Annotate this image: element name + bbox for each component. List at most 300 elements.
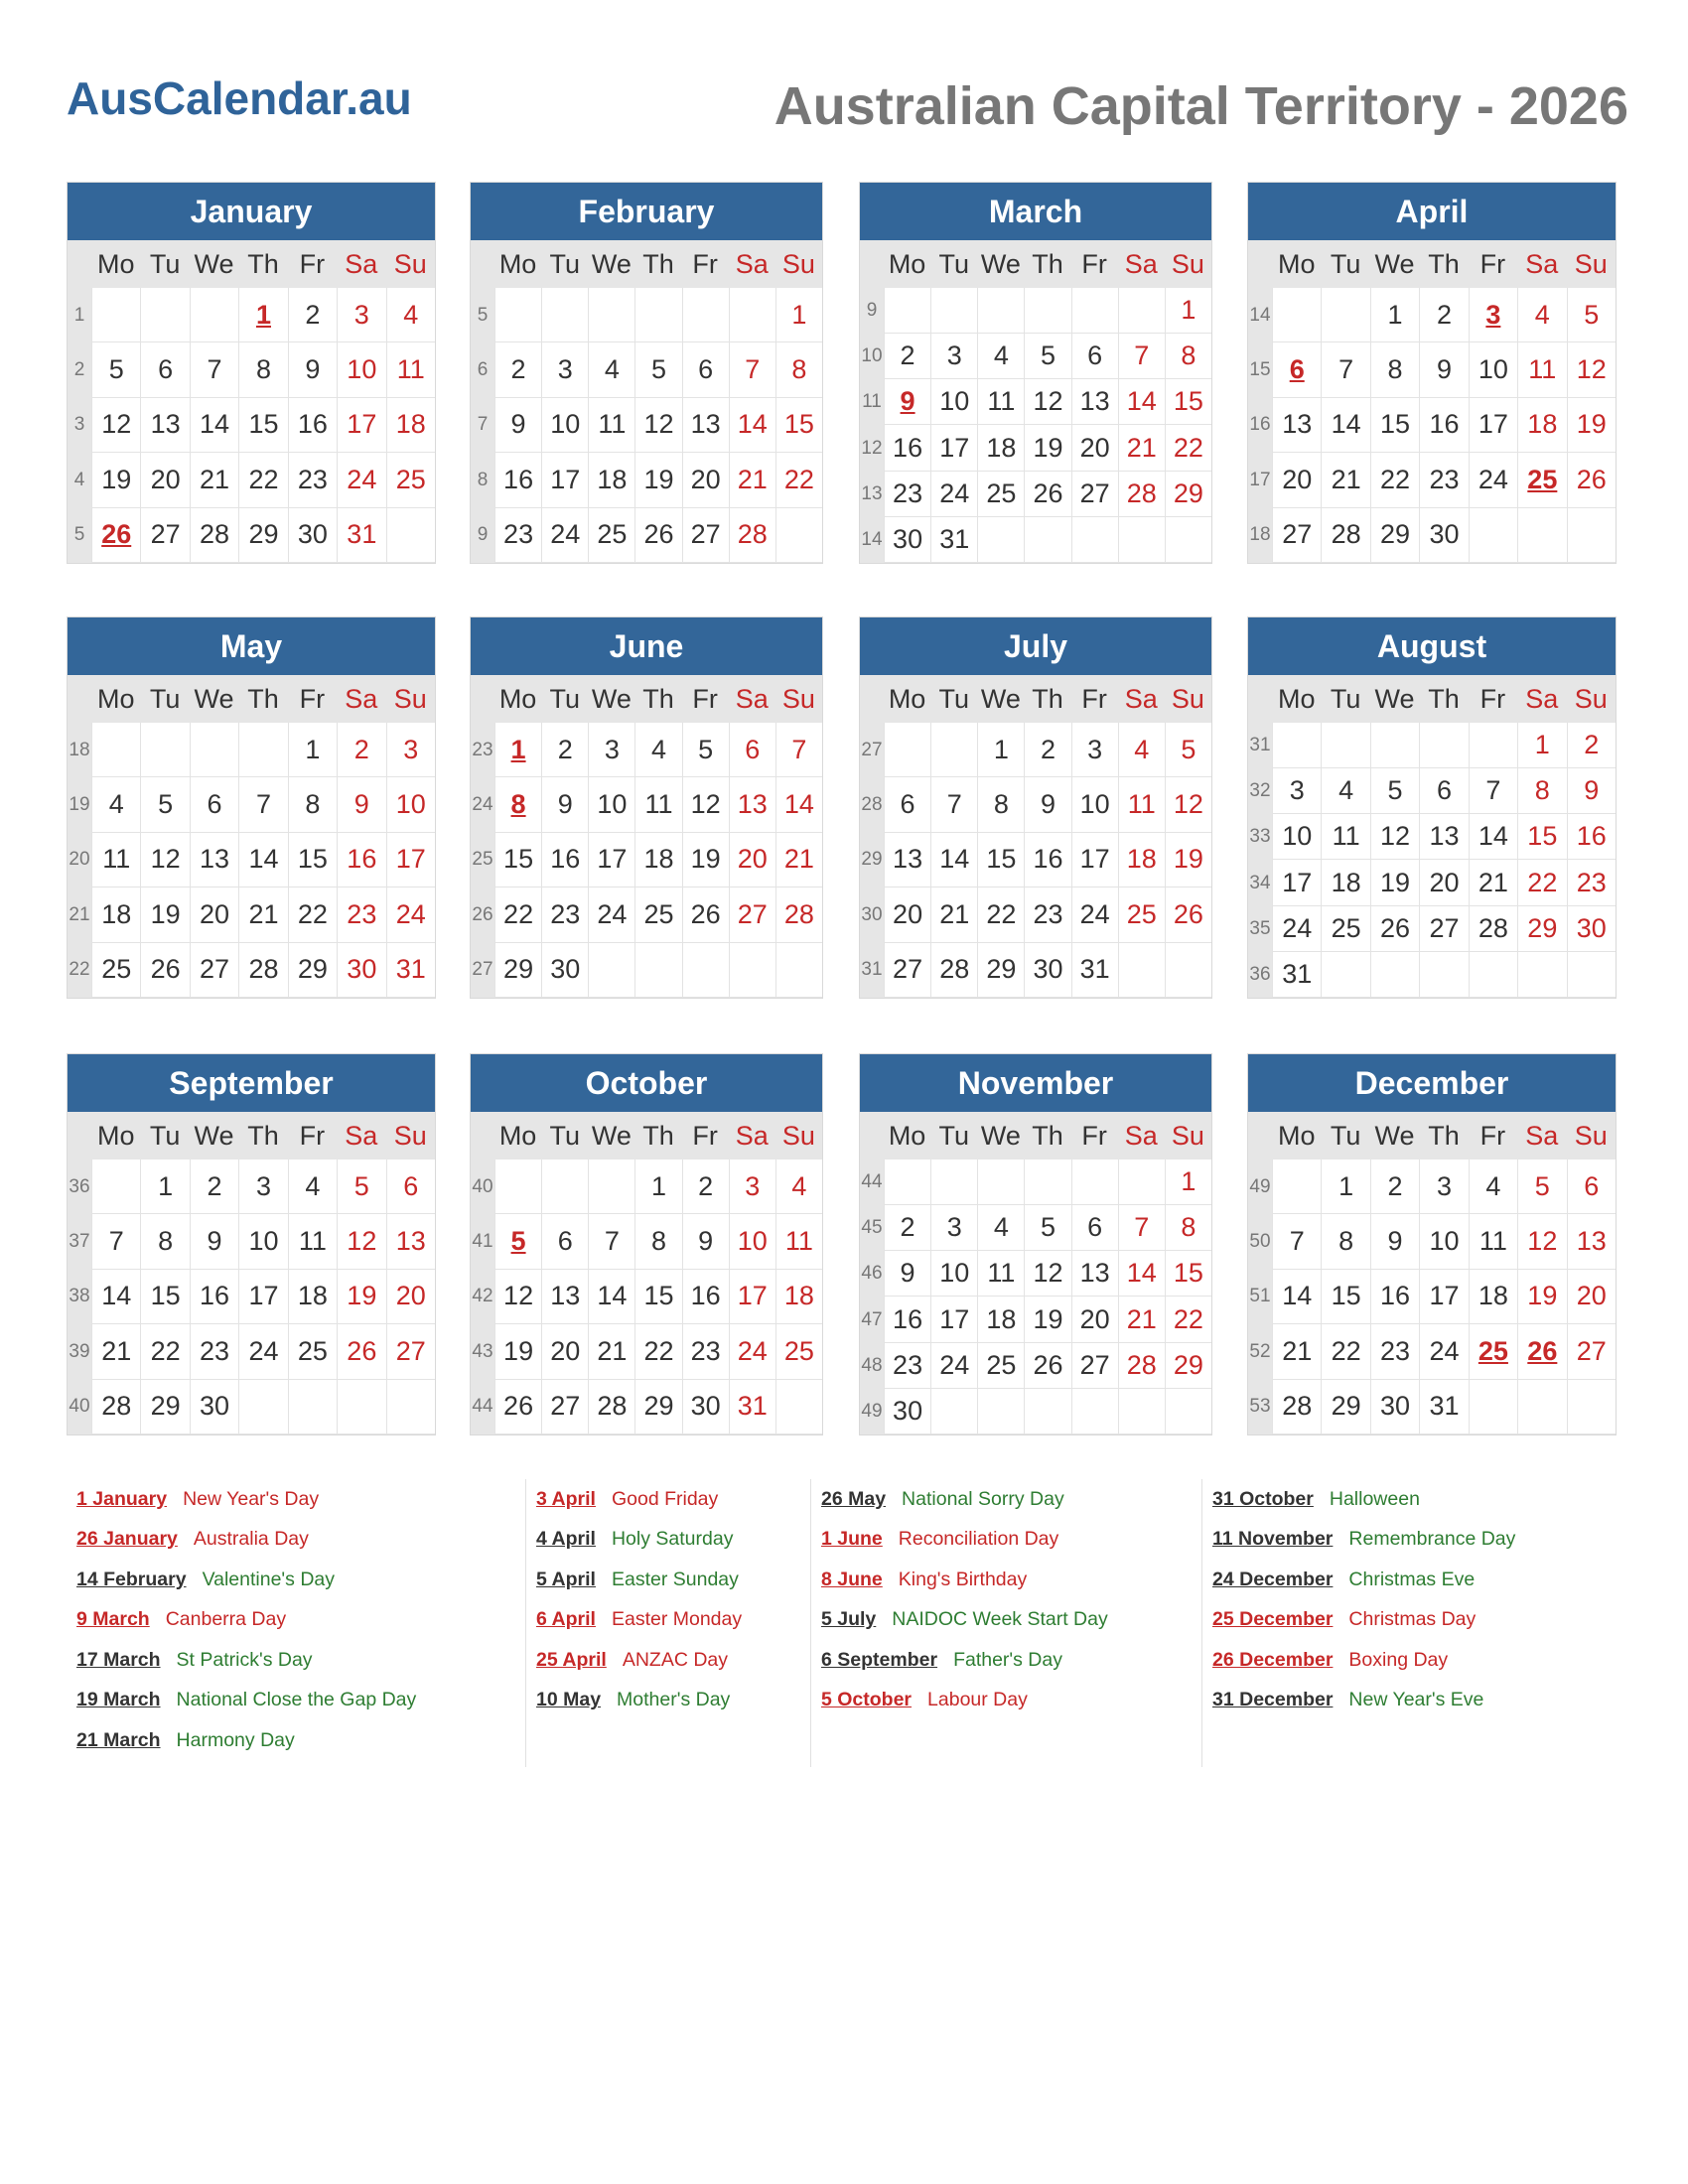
day-cell[interactable]: 15 — [1165, 1251, 1211, 1297]
holiday-date-link[interactable]: 8 June — [821, 1568, 883, 1590]
day-cell[interactable]: 30 — [1567, 906, 1616, 952]
day-cell[interactable]: 10 — [238, 1214, 287, 1269]
day-cell[interactable]: 27 — [140, 508, 189, 563]
day-cell[interactable]: 11 — [977, 379, 1024, 425]
day-cell[interactable]: 16 — [1567, 814, 1616, 860]
day-cell[interactable]: 29 — [977, 943, 1024, 998]
day-cell[interactable]: 21 — [930, 887, 977, 942]
day-cell[interactable]: 24 — [1272, 906, 1321, 952]
day-cell[interactable]: 10 — [729, 1214, 775, 1269]
day-cell[interactable]: 8 — [238, 342, 287, 397]
day-cell[interactable]: 8 — [1321, 1214, 1369, 1269]
day-cell[interactable]: 12 — [1567, 342, 1616, 397]
day-cell[interactable]: 30 — [288, 508, 337, 563]
day-cell[interactable]: 5 — [1024, 334, 1070, 379]
day-cell[interactable]: 23 — [494, 508, 541, 563]
day-cell[interactable]: 25 — [288, 1324, 337, 1379]
day-cell[interactable]: 24 — [930, 472, 977, 517]
day-cell[interactable]: 16 — [494, 453, 541, 507]
holiday-date-link[interactable]: 31 December — [1212, 1689, 1334, 1711]
day-cell[interactable]: 8 — [1165, 334, 1211, 379]
day-cell[interactable]: 15 — [238, 398, 287, 453]
day-cell[interactable]: 28 — [1469, 906, 1517, 952]
day-cell[interactable]: 16 — [288, 398, 337, 453]
day-cell[interactable]: 17 — [1419, 1270, 1468, 1324]
day-cell[interactable]: 5 — [1370, 768, 1419, 814]
day-cell[interactable]: 3 — [337, 288, 385, 342]
day-cell[interactable]: 11 — [288, 1214, 337, 1269]
day-cell[interactable]: 28 — [238, 943, 287, 998]
day-cell[interactable]: 7 — [1469, 768, 1517, 814]
day-cell[interactable]: 4 — [1118, 723, 1165, 777]
day-cell[interactable]: 25 — [1321, 906, 1369, 952]
day-cell[interactable]: 18 — [1469, 1270, 1517, 1324]
day-cell[interactable]: 2 — [190, 1160, 238, 1214]
day-cell[interactable]: 10 — [1469, 342, 1517, 397]
day-cell[interactable]: 4 — [1517, 288, 1566, 342]
day-cell[interactable]: 7 — [775, 723, 822, 777]
day-cell[interactable]: 26 — [140, 943, 189, 998]
day-cell[interactable]: 3 — [588, 723, 634, 777]
day-cell[interactable]: 13 — [1419, 814, 1468, 860]
day-cell[interactable]: 25 — [977, 1343, 1024, 1389]
holiday-day-cell[interactable]: 1 — [238, 288, 287, 342]
day-cell[interactable]: 6 — [1419, 768, 1468, 814]
day-cell[interactable]: 4 — [977, 334, 1024, 379]
day-cell[interactable]: 18 — [634, 833, 681, 887]
day-cell[interactable]: 19 — [1024, 1297, 1070, 1342]
day-cell[interactable]: 19 — [337, 1270, 385, 1324]
day-cell[interactable]: 3 — [930, 1205, 977, 1251]
day-cell[interactable]: 21 — [238, 887, 287, 942]
day-cell[interactable]: 6 — [884, 777, 930, 832]
day-cell[interactable]: 28 — [588, 1380, 634, 1434]
day-cell[interactable]: 5 — [634, 342, 681, 397]
day-cell[interactable]: 11 — [775, 1214, 822, 1269]
day-cell[interactable]: 19 — [140, 887, 189, 942]
day-cell[interactable]: 12 — [1024, 379, 1070, 425]
holiday-day-cell[interactable]: 3 — [1469, 288, 1517, 342]
day-cell[interactable]: 1 — [288, 723, 337, 777]
day-cell[interactable]: 7 — [238, 777, 287, 832]
day-cell[interactable]: 2 — [884, 1205, 930, 1251]
holiday-date-link[interactable]: 11 November — [1212, 1528, 1334, 1551]
day-cell[interactable]: 23 — [1567, 860, 1616, 905]
holiday-date-link[interactable]: 25 April — [536, 1648, 607, 1671]
day-cell[interactable]: 14 — [190, 398, 238, 453]
day-cell[interactable]: 15 — [494, 833, 541, 887]
day-cell[interactable]: 7 — [190, 342, 238, 397]
day-cell[interactable]: 10 — [930, 379, 977, 425]
holiday-date-link[interactable]: 3 April — [536, 1487, 596, 1510]
day-cell[interactable]: 19 — [682, 833, 729, 887]
day-cell[interactable]: 18 — [386, 398, 435, 453]
day-cell[interactable]: 22 — [288, 887, 337, 942]
day-cell[interactable]: 25 — [977, 472, 1024, 517]
day-cell[interactable]: 12 — [140, 833, 189, 887]
day-cell[interactable]: 9 — [1567, 768, 1616, 814]
day-cell[interactable]: 15 — [1321, 1270, 1369, 1324]
day-cell[interactable]: 20 — [140, 453, 189, 507]
day-cell[interactable]: 15 — [1165, 379, 1211, 425]
day-cell[interactable]: 3 — [729, 1160, 775, 1214]
day-cell[interactable]: 22 — [238, 453, 287, 507]
day-cell[interactable]: 2 — [494, 342, 541, 397]
day-cell[interactable]: 18 — [1118, 833, 1165, 887]
day-cell[interactable]: 2 — [1370, 1160, 1419, 1214]
day-cell[interactable]: 24 — [1071, 887, 1118, 942]
day-cell[interactable]: 24 — [729, 1324, 775, 1379]
day-cell[interactable]: 31 — [1419, 1380, 1468, 1434]
day-cell[interactable]: 18 — [977, 425, 1024, 471]
day-cell[interactable]: 1 — [1370, 288, 1419, 342]
day-cell[interactable]: 26 — [682, 887, 729, 942]
day-cell[interactable]: 15 — [1517, 814, 1566, 860]
day-cell[interactable]: 9 — [1419, 342, 1468, 397]
day-cell[interactable]: 14 — [91, 1270, 140, 1324]
day-cell[interactable]: 11 — [91, 833, 140, 887]
day-cell[interactable]: 24 — [588, 887, 634, 942]
day-cell[interactable]: 3 — [1071, 723, 1118, 777]
day-cell[interactable]: 18 — [1321, 860, 1369, 905]
day-cell[interactable]: 26 — [634, 508, 681, 563]
day-cell[interactable]: 30 — [190, 1380, 238, 1434]
day-cell[interactable]: 17 — [588, 833, 634, 887]
day-cell[interactable]: 15 — [1370, 398, 1419, 453]
day-cell[interactable]: 17 — [337, 398, 385, 453]
day-cell[interactable]: 13 — [729, 777, 775, 832]
day-cell[interactable]: 18 — [1517, 398, 1566, 453]
day-cell[interactable]: 21 — [1118, 1297, 1165, 1342]
day-cell[interactable]: 5 — [682, 723, 729, 777]
site-logo[interactable]: AusCalendar.au — [67, 72, 412, 124]
day-cell[interactable]: 22 — [140, 1324, 189, 1379]
day-cell[interactable]: 21 — [1321, 453, 1369, 507]
day-cell[interactable]: 9 — [682, 1214, 729, 1269]
day-cell[interactable]: 20 — [884, 887, 930, 942]
day-cell[interactable]: 11 — [588, 398, 634, 453]
holiday-date-link[interactable]: 31 October — [1212, 1487, 1314, 1510]
day-cell[interactable]: 9 — [337, 777, 385, 832]
day-cell[interactable]: 13 — [1567, 1214, 1616, 1269]
day-cell[interactable]: 21 — [91, 1324, 140, 1379]
day-cell[interactable]: 8 — [634, 1214, 681, 1269]
holiday-date-link[interactable]: 9 March — [76, 1608, 150, 1631]
day-cell[interactable]: 14 — [1272, 1270, 1321, 1324]
day-cell[interactable]: 19 — [634, 453, 681, 507]
day-cell[interactable]: 21 — [1469, 860, 1517, 905]
day-cell[interactable]: 20 — [541, 1324, 588, 1379]
day-cell[interactable]: 17 — [729, 1270, 775, 1324]
holiday-date-link[interactable]: 1 June — [821, 1528, 883, 1551]
day-cell[interactable]: 11 — [386, 342, 435, 397]
day-cell[interactable]: 28 — [91, 1380, 140, 1434]
day-cell[interactable]: 13 — [190, 833, 238, 887]
day-cell[interactable]: 8 — [977, 777, 1024, 832]
day-cell[interactable]: 8 — [1370, 342, 1419, 397]
day-cell[interactable]: 25 — [1118, 887, 1165, 942]
day-cell[interactable]: 6 — [140, 342, 189, 397]
holiday-date-link[interactable]: 17 March — [76, 1648, 161, 1671]
day-cell[interactable]: 27 — [1419, 906, 1468, 952]
day-cell[interactable]: 29 — [1321, 1380, 1369, 1434]
day-cell[interactable]: 3 — [386, 723, 435, 777]
day-cell[interactable]: 20 — [190, 887, 238, 942]
day-cell[interactable]: 24 — [1469, 453, 1517, 507]
day-cell[interactable]: 30 — [884, 517, 930, 563]
day-cell[interactable]: 20 — [729, 833, 775, 887]
day-cell[interactable]: 18 — [91, 887, 140, 942]
day-cell[interactable]: 26 — [337, 1324, 385, 1379]
day-cell[interactable]: 27 — [729, 887, 775, 942]
day-cell[interactable]: 12 — [1517, 1214, 1566, 1269]
day-cell[interactable]: 2 — [337, 723, 385, 777]
day-cell[interactable]: 20 — [682, 453, 729, 507]
day-cell[interactable]: 23 — [1024, 887, 1070, 942]
day-cell[interactable]: 6 — [729, 723, 775, 777]
day-cell[interactable]: 6 — [541, 1214, 588, 1269]
day-cell[interactable]: 10 — [1419, 1214, 1468, 1269]
day-cell[interactable]: 13 — [1071, 379, 1118, 425]
day-cell[interactable]: 2 — [1024, 723, 1070, 777]
day-cell[interactable]: 1 — [140, 1160, 189, 1214]
day-cell[interactable]: 7 — [1321, 342, 1369, 397]
day-cell[interactable]: 22 — [1370, 453, 1419, 507]
day-cell[interactable]: 3 — [1419, 1160, 1468, 1214]
day-cell[interactable]: 7 — [1118, 1205, 1165, 1251]
day-cell[interactable]: 28 — [775, 887, 822, 942]
day-cell[interactable]: 17 — [541, 453, 588, 507]
day-cell[interactable]: 10 — [337, 342, 385, 397]
day-cell[interactable]: 1 — [977, 723, 1024, 777]
holiday-day-cell[interactable]: 8 — [494, 777, 541, 832]
day-cell[interactable]: 11 — [1118, 777, 1165, 832]
day-cell[interactable]: 6 — [386, 1160, 435, 1214]
day-cell[interactable]: 23 — [1370, 1324, 1419, 1379]
day-cell[interactable]: 15 — [288, 833, 337, 887]
day-cell[interactable]: 26 — [1567, 453, 1616, 507]
holiday-day-cell[interactable]: 5 — [494, 1214, 541, 1269]
day-cell[interactable]: 5 — [337, 1160, 385, 1214]
day-cell[interactable]: 25 — [91, 943, 140, 998]
day-cell[interactable]: 20 — [1071, 1297, 1118, 1342]
day-cell[interactable]: 29 — [140, 1380, 189, 1434]
day-cell[interactable]: 3 — [1272, 768, 1321, 814]
day-cell[interactable]: 23 — [1419, 453, 1468, 507]
day-cell[interactable]: 2 — [1419, 288, 1468, 342]
day-cell[interactable]: 21 — [775, 833, 822, 887]
day-cell[interactable]: 16 — [541, 833, 588, 887]
day-cell[interactable]: 22 — [1165, 425, 1211, 471]
day-cell[interactable]: 19 — [494, 1324, 541, 1379]
holiday-date-link[interactable]: 24 December — [1212, 1568, 1334, 1590]
day-cell[interactable]: 17 — [930, 425, 977, 471]
day-cell[interactable]: 4 — [386, 288, 435, 342]
day-cell[interactable]: 10 — [1071, 777, 1118, 832]
day-cell[interactable]: 27 — [541, 1380, 588, 1434]
day-cell[interactable]: 23 — [190, 1324, 238, 1379]
day-cell[interactable]: 14 — [775, 777, 822, 832]
day-cell[interactable]: 26 — [1024, 472, 1070, 517]
day-cell[interactable]: 27 — [190, 943, 238, 998]
day-cell[interactable]: 22 — [1321, 1324, 1369, 1379]
day-cell[interactable]: 6 — [1567, 1160, 1616, 1214]
holiday-day-cell[interactable]: 26 — [91, 508, 140, 563]
day-cell[interactable]: 26 — [1165, 887, 1211, 942]
day-cell[interactable]: 27 — [1071, 1343, 1118, 1389]
day-cell[interactable]: 20 — [1567, 1270, 1616, 1324]
day-cell[interactable]: 22 — [977, 887, 1024, 942]
day-cell[interactable]: 30 — [541, 943, 588, 998]
day-cell[interactable]: 11 — [1517, 342, 1566, 397]
day-cell[interactable]: 17 — [238, 1270, 287, 1324]
day-cell[interactable]: 12 — [682, 777, 729, 832]
day-cell[interactable]: 17 — [930, 1297, 977, 1342]
day-cell[interactable]: 5 — [140, 777, 189, 832]
day-cell[interactable]: 14 — [1469, 814, 1517, 860]
day-cell[interactable]: 1 — [1165, 288, 1211, 334]
day-cell[interactable]: 29 — [1165, 472, 1211, 517]
day-cell[interactable]: 28 — [1118, 472, 1165, 517]
day-cell[interactable]: 30 — [337, 943, 385, 998]
day-cell[interactable]: 8 — [1165, 1205, 1211, 1251]
day-cell[interactable]: 19 — [1370, 860, 1419, 905]
holiday-date-link[interactable]: 1 January — [76, 1487, 168, 1510]
holiday-date-link[interactable]: 19 March — [76, 1689, 161, 1711]
holiday-date-link[interactable]: 5 April — [536, 1568, 596, 1590]
day-cell[interactable]: 24 — [238, 1324, 287, 1379]
holiday-date-link[interactable]: 4 April — [536, 1528, 596, 1551]
day-cell[interactable]: 28 — [1118, 1343, 1165, 1389]
day-cell[interactable]: 2 — [884, 334, 930, 379]
day-cell[interactable]: 13 — [1071, 1251, 1118, 1297]
day-cell[interactable]: 11 — [1321, 814, 1369, 860]
day-cell[interactable]: 10 — [930, 1251, 977, 1297]
day-cell[interactable]: 30 — [884, 1389, 930, 1434]
holiday-date-link[interactable]: 14 February — [76, 1568, 187, 1590]
day-cell[interactable]: 5 — [91, 342, 140, 397]
day-cell[interactable]: 25 — [634, 887, 681, 942]
day-cell[interactable]: 29 — [238, 508, 287, 563]
day-cell[interactable]: 5 — [1165, 723, 1211, 777]
day-cell[interactable]: 1 — [634, 1160, 681, 1214]
day-cell[interactable]: 9 — [494, 398, 541, 453]
day-cell[interactable]: 17 — [1469, 398, 1517, 453]
day-cell[interactable]: 3 — [930, 334, 977, 379]
day-cell[interactable]: 19 — [1567, 398, 1616, 453]
day-cell[interactable]: 14 — [1118, 1251, 1165, 1297]
day-cell[interactable]: 13 — [884, 833, 930, 887]
day-cell[interactable]: 5 — [1024, 1205, 1070, 1251]
day-cell[interactable]: 9 — [884, 1251, 930, 1297]
day-cell[interactable]: 27 — [386, 1324, 435, 1379]
day-cell[interactable]: 29 — [1165, 1343, 1211, 1389]
day-cell[interactable]: 22 — [1517, 860, 1566, 905]
day-cell[interactable]: 12 — [1165, 777, 1211, 832]
day-cell[interactable]: 22 — [634, 1324, 681, 1379]
day-cell[interactable]: 31 — [1071, 943, 1118, 998]
day-cell[interactable]: 30 — [1370, 1380, 1419, 1434]
holiday-day-cell[interactable]: 6 — [1272, 342, 1321, 397]
holiday-date-link[interactable]: 5 October — [821, 1689, 913, 1711]
day-cell[interactable]: 1 — [775, 288, 822, 342]
day-cell[interactable]: 29 — [1517, 906, 1566, 952]
day-cell[interactable]: 17 — [1071, 833, 1118, 887]
day-cell[interactable]: 23 — [884, 1343, 930, 1389]
day-cell[interactable]: 10 — [541, 398, 588, 453]
day-cell[interactable]: 18 — [775, 1270, 822, 1324]
day-cell[interactable]: 18 — [977, 1297, 1024, 1342]
day-cell[interactable]: 13 — [140, 398, 189, 453]
day-cell[interactable]: 25 — [775, 1324, 822, 1379]
day-cell[interactable]: 4 — [1321, 768, 1369, 814]
day-cell[interactable]: 2 — [682, 1160, 729, 1214]
day-cell[interactable]: 13 — [1272, 398, 1321, 453]
holiday-date-link[interactable]: 26 January — [76, 1528, 178, 1551]
day-cell[interactable]: 6 — [1071, 1205, 1118, 1251]
day-cell[interactable]: 11 — [1469, 1214, 1517, 1269]
day-cell[interactable]: 12 — [91, 398, 140, 453]
day-cell[interactable]: 25 — [386, 453, 435, 507]
day-cell[interactable]: 27 — [884, 943, 930, 998]
day-cell[interactable]: 1 — [1321, 1160, 1369, 1214]
day-cell[interactable]: 14 — [588, 1270, 634, 1324]
day-cell[interactable]: 19 — [1024, 425, 1070, 471]
day-cell[interactable]: 16 — [1419, 398, 1468, 453]
day-cell[interactable]: 1 — [1517, 723, 1566, 768]
day-cell[interactable]: 22 — [494, 887, 541, 942]
day-cell[interactable]: 9 — [288, 342, 337, 397]
day-cell[interactable]: 29 — [1370, 508, 1419, 563]
day-cell[interactable]: 13 — [386, 1214, 435, 1269]
day-cell[interactable]: 24 — [930, 1343, 977, 1389]
day-cell[interactable]: 12 — [494, 1270, 541, 1324]
day-cell[interactable]: 21 — [588, 1324, 634, 1379]
day-cell[interactable]: 16 — [884, 425, 930, 471]
day-cell[interactable]: 26 — [1370, 906, 1419, 952]
day-cell[interactable]: 20 — [1071, 425, 1118, 471]
day-cell[interactable]: 10 — [588, 777, 634, 832]
day-cell[interactable]: 15 — [634, 1270, 681, 1324]
day-cell[interactable]: 22 — [775, 453, 822, 507]
day-cell[interactable]: 28 — [1321, 508, 1369, 563]
day-cell[interactable]: 26 — [1024, 1343, 1070, 1389]
day-cell[interactable]: 21 — [1118, 425, 1165, 471]
day-cell[interactable]: 2 — [1567, 723, 1616, 768]
day-cell[interactable]: 16 — [682, 1270, 729, 1324]
day-cell[interactable]: 27 — [1567, 1324, 1616, 1379]
day-cell[interactable]: 8 — [140, 1214, 189, 1269]
day-cell[interactable]: 14 — [238, 833, 287, 887]
day-cell[interactable]: 16 — [1370, 1270, 1419, 1324]
day-cell[interactable]: 2 — [288, 288, 337, 342]
day-cell[interactable]: 21 — [1272, 1324, 1321, 1379]
day-cell[interactable]: 17 — [386, 833, 435, 887]
day-cell[interactable]: 31 — [386, 943, 435, 998]
day-cell[interactable]: 19 — [1517, 1270, 1566, 1324]
day-cell[interactable]: 31 — [1272, 952, 1321, 998]
day-cell[interactable]: 23 — [884, 472, 930, 517]
day-cell[interactable]: 6 — [190, 777, 238, 832]
day-cell[interactable]: 10 — [386, 777, 435, 832]
day-cell[interactable]: 24 — [1419, 1324, 1468, 1379]
day-cell[interactable]: 19 — [91, 453, 140, 507]
day-cell[interactable]: 8 — [288, 777, 337, 832]
day-cell[interactable]: 31 — [337, 508, 385, 563]
holiday-date-link[interactable]: 6 April — [536, 1608, 596, 1631]
day-cell[interactable]: 24 — [541, 508, 588, 563]
day-cell[interactable]: 9 — [1370, 1214, 1419, 1269]
